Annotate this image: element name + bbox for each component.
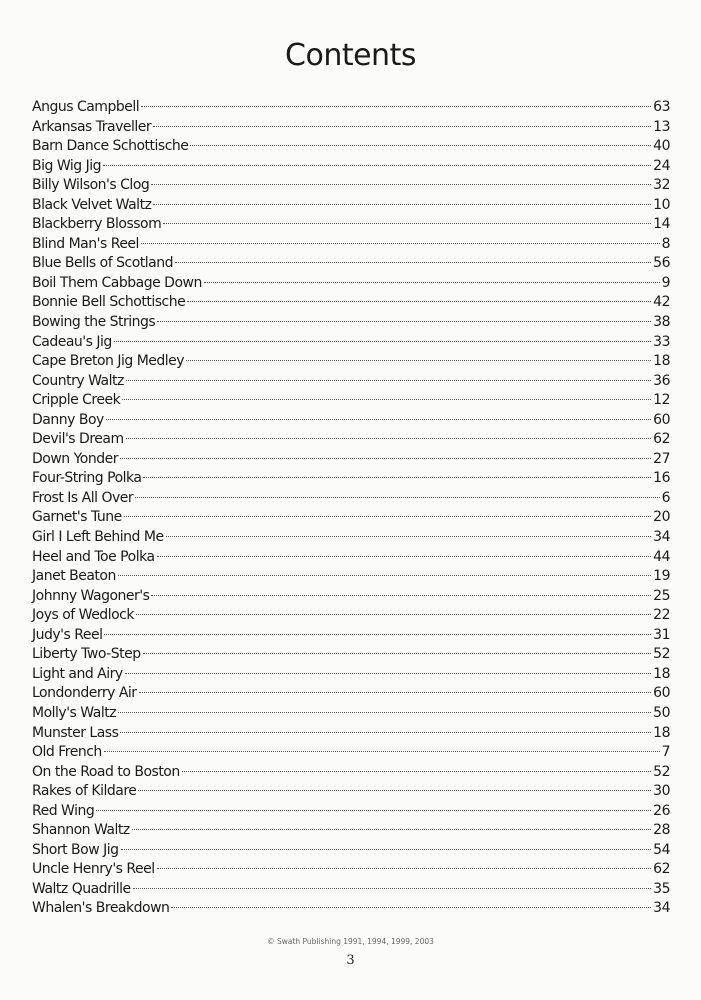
toc-entry-title: On the Road to Boston	[32, 763, 180, 780]
toc-entry-title: Rakes of Kildare	[32, 783, 137, 800]
toc-entry-page: 28	[653, 822, 670, 839]
toc-entry[interactable]	[32, 860, 670, 880]
toc-entry[interactable]	[32, 137, 670, 157]
toc-entry[interactable]	[32, 333, 670, 353]
toc-entry-page: 26	[653, 802, 670, 819]
toc-entry-title: Cripple Creek	[32, 392, 121, 409]
toc-entry[interactable]	[32, 626, 670, 646]
toc-entry-title: Light and Airy	[32, 665, 123, 682]
toc-entry-page: 7	[661, 744, 670, 761]
dot-leader	[171, 907, 651, 908]
dot-leader	[157, 868, 652, 869]
toc-entry[interactable]	[32, 411, 670, 431]
dot-leader	[151, 595, 651, 596]
dot-leader	[125, 673, 651, 674]
toc-entry[interactable]	[32, 489, 670, 509]
toc-entry[interactable]	[32, 254, 670, 274]
toc-entry-page: 36	[653, 372, 670, 389]
toc-entry-page: 63	[653, 99, 670, 115]
toc-entry-page: 10	[653, 196, 670, 213]
dot-leader	[141, 106, 651, 107]
toc-entry-title: Whalen's Breakdown	[32, 900, 170, 917]
toc-entry[interactable]	[32, 645, 670, 665]
dot-leader	[135, 497, 659, 498]
toc-entry-title: Shannon Waltz	[32, 822, 130, 839]
toc-entry-title: Girl I Left Behind Me	[32, 529, 164, 546]
toc-entry-page: 16	[653, 470, 670, 487]
toc-entry-title: Four-String Polka	[32, 470, 142, 487]
dot-leader	[190, 145, 651, 146]
toc-entry-page: 34	[653, 900, 670, 917]
toc-entry-title: Londonderry Air	[32, 685, 137, 702]
dot-leader	[120, 732, 651, 733]
dot-leader	[143, 477, 651, 478]
toc-entry-page: 18	[653, 353, 670, 370]
toc-entry[interactable]	[32, 372, 670, 392]
toc-entry-page: 44	[653, 548, 670, 565]
toc-entry-page: 31	[653, 626, 670, 643]
toc-entry[interactable]	[32, 567, 670, 587]
dot-leader	[204, 282, 660, 283]
dot-leader	[118, 712, 651, 713]
toc-entry-title: Billy Wilson's Clog	[32, 177, 150, 194]
toc-entry[interactable]	[32, 469, 670, 489]
toc-entry-page: 25	[653, 587, 670, 604]
dot-leader	[186, 360, 651, 361]
toc-entry-title: Arkansas Traveller	[32, 118, 152, 135]
toc-entry[interactable]	[32, 352, 670, 372]
toc-entry-page: 22	[653, 607, 670, 624]
toc-entry-title: Danny Boy	[32, 411, 104, 428]
toc-entry[interactable]	[32, 743, 670, 763]
toc-entry-page: 33	[653, 333, 670, 350]
dot-leader	[136, 614, 651, 615]
toc-entry[interactable]	[32, 841, 670, 861]
toc-entry-title: Devil's Dream	[32, 431, 124, 448]
dot-leader	[118, 575, 651, 576]
toc-entry[interactable]	[32, 802, 670, 822]
dot-leader	[104, 751, 660, 752]
page-title: Contents	[285, 38, 416, 73]
toc-entry-page: 38	[653, 314, 670, 331]
toc-entry-page: 60	[653, 685, 670, 702]
toc-entry[interactable]	[32, 157, 670, 177]
dot-leader	[114, 341, 651, 342]
toc-entry[interactable]	[32, 176, 670, 196]
dot-leader	[153, 204, 651, 205]
toc-entry-page: 19	[653, 568, 670, 585]
toc-entry[interactable]	[32, 196, 670, 216]
toc-entry-title: Frost Is All Over	[32, 489, 134, 506]
toc-entry-page: 27	[653, 450, 670, 467]
dot-leader	[124, 516, 651, 517]
toc-entry-page: 52	[653, 763, 670, 780]
toc-entry-page: 6	[661, 489, 670, 506]
toc-entry-page: 24	[653, 157, 670, 174]
toc-entry[interactable]	[32, 587, 670, 607]
toc-entry[interactable]	[32, 548, 670, 568]
toc-entry-page: 9	[661, 274, 670, 291]
toc-entry-page: 32	[653, 177, 670, 194]
toc-entry-page: 18	[653, 665, 670, 682]
toc-entry-page: 20	[653, 509, 670, 526]
toc-entry-title: Blind Man's Reel	[32, 235, 139, 252]
toc-entry-title: Angus Campbell	[32, 99, 140, 115]
toc-entry-title: Molly's Waltz	[32, 704, 117, 721]
toc-entry[interactable]	[32, 528, 670, 548]
toc-entry-page: 62	[653, 431, 670, 448]
dot-leader	[141, 243, 660, 244]
toc-entry-page: 56	[653, 255, 670, 272]
dot-leader	[143, 653, 652, 654]
dot-leader	[163, 223, 651, 224]
toc-entry-page: 42	[653, 294, 670, 311]
toc-entry-page: 30	[653, 783, 670, 800]
toc-entry[interactable]	[32, 293, 670, 313]
toc-entry-title: Black Velvet Waltz	[32, 196, 152, 213]
toc-entry-title: Heel and Toe Polka	[32, 548, 155, 565]
dot-leader	[182, 771, 651, 772]
toc-entry-title: Country Waltz	[32, 372, 124, 389]
dot-leader	[104, 634, 651, 635]
dot-leader	[175, 262, 651, 263]
dot-leader	[120, 458, 651, 459]
toc-entry-title: Boil Them Cabbage Down	[32, 274, 202, 291]
toc-entry[interactable]	[32, 430, 670, 450]
toc-entry-page: 60	[653, 411, 670, 428]
dot-leader	[103, 165, 651, 166]
toc-entry-page: 34	[653, 529, 670, 546]
toc-entry-page: 40	[653, 138, 670, 155]
toc-entry-title: Munster Lass	[32, 724, 119, 741]
toc-entry[interactable]	[32, 782, 670, 802]
dot-leader	[122, 399, 651, 400]
toc-entry-title: Down Yonder	[32, 450, 119, 467]
toc-entry-title: Barn Dance Schottische	[32, 138, 189, 155]
toc-entry-page: 52	[653, 646, 670, 663]
toc-entry[interactable]	[32, 724, 670, 744]
toc-entry-title: Cadeau's Jig	[32, 333, 112, 350]
toc-entry-title: Big Wig Jig	[32, 157, 101, 174]
dot-leader	[132, 829, 651, 830]
toc-entry-page: 54	[653, 841, 670, 858]
toc-entry[interactable]	[32, 235, 670, 255]
copyright-notice: © Swath Publishing 1991, 1994, 1999, 2003	[267, 937, 434, 946]
toc-entry-title: Johnny Wagoner's	[32, 587, 150, 604]
toc-entry-title: Uncle Henry's Reel	[32, 861, 155, 878]
dot-leader	[121, 849, 652, 850]
dot-leader	[126, 380, 651, 381]
table-of-contents	[32, 98, 670, 919]
page-number: 3	[346, 953, 355, 968]
toc-entry-title: Blackberry Blossom	[32, 216, 162, 233]
toc-entry-title: Janet Beaton	[32, 568, 116, 585]
dot-leader	[126, 438, 652, 439]
toc-entry-title: Waltz Quadrille	[32, 880, 131, 897]
dot-leader	[138, 790, 651, 791]
toc-entry-title: Joys of Wedlock	[32, 607, 134, 624]
toc-entry-page: 35	[653, 880, 670, 897]
dot-leader	[166, 536, 652, 537]
dot-leader	[187, 301, 651, 302]
toc-entry[interactable]	[32, 118, 670, 138]
toc-entry-page: 50	[653, 704, 670, 721]
toc-entry[interactable]	[32, 606, 670, 626]
toc-entry[interactable]	[32, 704, 670, 724]
toc-entry-page: 18	[653, 724, 670, 741]
dot-leader	[157, 321, 651, 322]
toc-entry[interactable]	[32, 899, 670, 919]
toc-entry-page: 62	[653, 861, 670, 878]
toc-entry[interactable]	[32, 98, 670, 118]
dot-leader	[96, 810, 651, 811]
toc-entry-title: Judy's Reel	[32, 626, 103, 643]
toc-entry[interactable]	[32, 313, 670, 333]
toc-entry-title: Short Bow Jig	[32, 841, 119, 858]
toc-entry-title: Red Wing	[32, 802, 95, 819]
dot-leader	[139, 692, 652, 693]
toc-entry-page: 12	[653, 392, 670, 409]
toc-entry-title: Old French	[32, 744, 102, 761]
toc-entry-title: Blue Bells of Scotland	[32, 255, 173, 272]
toc-entry-page: 8	[661, 235, 670, 252]
toc-entry[interactable]	[32, 821, 670, 841]
toc-entry[interactable]	[32, 450, 670, 470]
toc-entry-title: Bowing the Strings	[32, 314, 156, 331]
toc-entry[interactable]	[32, 274, 670, 294]
toc-entry-title: Cape Breton Jig Medley	[32, 353, 185, 370]
toc-entry-title: Bonnie Bell Schottische	[32, 294, 186, 311]
toc-entry[interactable]	[32, 508, 670, 528]
toc-entry[interactable]	[32, 763, 670, 783]
dot-leader	[153, 126, 651, 127]
toc-entry-page: 14	[653, 216, 670, 233]
toc-entry[interactable]	[32, 215, 670, 235]
toc-entry-title: Garnet's Tune	[32, 509, 122, 526]
toc-entry-page: 13	[653, 118, 670, 135]
toc-entry[interactable]	[32, 684, 670, 704]
dot-leader	[106, 419, 651, 420]
toc-entry[interactable]	[32, 880, 670, 900]
toc-entry[interactable]	[32, 665, 670, 685]
toc-entry-title: Liberty Two-Step	[32, 646, 141, 663]
dot-leader	[157, 556, 652, 557]
dot-leader	[133, 888, 652, 889]
toc-entry[interactable]	[32, 391, 670, 411]
dot-leader	[151, 184, 651, 185]
